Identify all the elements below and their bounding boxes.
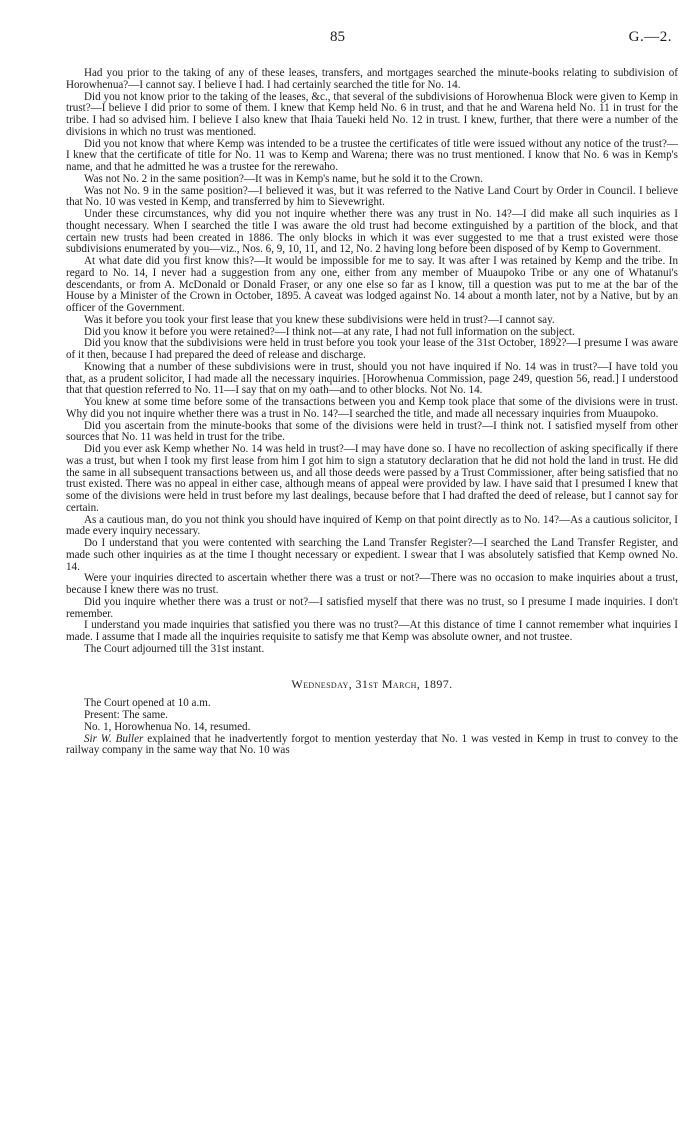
paragraph: At what date did you first know this?—It would be impossible for me to say. It was after I was retained by Kemp and the tribe. In regard to No. 14, I never had a suggestion from any one, either from any member of Muaupoko Tribe or any one of Whatanui's descendants, or from A. McDonald or Donald Fraser, or any one else so far as I know, till a question was put to me at the bar of the House by a Minister of the Crown in October, 1895. A caveat was lodged against No. 14 about a month later, not by a Native, but by an officer of the Government.: [66, 255, 678, 314]
paragraph: Knowing that a number of these subdivisions were in trust, should you not have inquired if No. 14 was in trust?—I have told you that, as a prudent solicitor, I had made all the necessary inquiries. [Horowhenua Commission, page 249, question 56, read.] I understood that that question referred to No. 11—I say that on my oath—and to other blocks. Not No. 14.: [66, 360, 678, 397]
page-body: [66, 68, 678, 757]
paragraph: Did you inquire whether there was a trust or not?—I satisfied myself that there was no trust, so I presume I made inquiries. I don't remember.: [66, 595, 678, 620]
page-number: 85: [330, 29, 345, 45]
paragraph: Had you prior to the taking of any of these leases, transfers, and mortgages searched the minute-books relating to subdivision of Horowhenua?—I cannot say. I believe I had. I had certainly searched the title for No. 14.: [66, 67, 678, 91]
session-line: Present: The same.: [84, 709, 168, 721]
page-reference: G.—2.: [628, 29, 672, 45]
paragraph: Did you know that the subdivisions were held in trust before you took your lease of the 31st October, 1892?—I presume I was aware of it then, because I had prepared the deed of release and discharge.: [66, 337, 678, 361]
paragraph: Was it before you took your first lease that you knew these subdivisions were held in trust?—I cannot say.: [84, 313, 555, 326]
paragraph: Did you ascertain from the minute-books that some of the divisions were held in trust?—I think not. I satisfied myself from other sources that No. 11 was held in trust for the tribe.: [66, 419, 678, 444]
statement-paragraph: [66, 734, 678, 758]
paragraph: The Court adjourned till the 31st instant.: [84, 642, 265, 655]
paragraph: Did you know it before you were retained?—I think not—at any rate, I had not full information on the subject.: [84, 325, 575, 338]
speaker-name: Sir W. Buller: [84, 732, 144, 745]
section-heading: Wednesday, 31st March, 1897.: [291, 676, 453, 691]
paragraph: Was not No. 2 in the same position?—It was in Kemp's name, but he sold it to the Crown.: [84, 172, 483, 185]
paragraph: Under these circumstances, why did you not inquire whether there was any trust in No. 14?—I did make all such inquiries as I thought necessary. When I searched the title I was aware the old trust had become extinguished by a partition of the block, and that certain new trusts had been created in 1886. The only blocks in which it was ever suggested to me that a trust existed were those subdivisions enumerated by you—viz., Nos. 6, 9, 10, 11, and 12, No. 2 having long before been disposed of by Kemp to Government.: [66, 208, 678, 256]
paragraph: I understand you made inquiries that satisfied you there was no trust?—At this distance of time I cannot remember what inquiries I made. I assume that I made all the inquiries requisite to satisfy me that Kemp was absolute owner, and not trustee.: [66, 619, 678, 643]
paragraph: As a cautious man, do you not think you should have inquired of Kemp on that point directly as to No. 14?—As a cautious solicitor, I made every inquiry necessary.: [66, 513, 678, 538]
paragraph: Was not No. 9 in the same position?—I believed it was, but it was referred to the Native Land Court by Order in Council. I believe that No. 10 was vested in Kemp, and transferred by him to Sievewright.: [66, 184, 678, 209]
paragraph: Do I understand that you were contented with searching the Land Transfer Register?—I searched the Land Transfer Register, and made such other inquiries as at the time I thought necessary or expedient. I swear that I was absolutely satisfied that Kemp owned No. 14.: [66, 537, 678, 573]
statement-text: explained that he inadvertently forgot to mention yesterday that No. 1 was vested in Kemp in trust to convey to the railway company in the same way that No. 10 was: [66, 732, 679, 757]
session-line: The Court opened at 10 a.m.: [84, 697, 211, 710]
paragraph: Were your inquiries directed to ascertain whether there was a trust or not?—There was no occasion to make inquiries about a trust, because I knew there was no trust.: [66, 572, 678, 596]
session-line: No. 1, Horowhenua No. 14, resumed.: [84, 720, 251, 733]
paragraph: Did you ever ask Kemp whether No. 14 was held in trust?—I may have done so. I have no recollection of asking specifically if there was a trust, but when I took my first lease from him I got him to sign a statutory declaration that he did not hold the land in trust. He did the same in all subsequent transactions between us, and all those deeds were passed by a Trust Commissioner, after being satisfied that no trust existed. There was no appeal in either case, although means of appeal were provided by law. I have said that I presumed I knew that some of the divisions were held in trust before my last dealings, because before that I had drafted the deed of release, but I cannot say for certain.: [66, 443, 678, 514]
paragraph: Did you not know prior to the taking of the leases, &c., that several of the subdivisions of Horowhenua Block were given to Kemp in trust?—I believe I did prior to some of them. I knew that Kemp held No. 6 in trust, and that he and Warena held No. 11 in trust for the tribe. I had so advised him. I believe I also knew that Ihaia Taueki held No. 12 in trust. I knew, further, that there were a number of the divisions in which no trust was mentioned.: [66, 90, 678, 138]
paragraph: Did you not know that where Kemp was intended to be a trustee the certificates of title were issued without any notice of the trust?—I knew that the certificate of title for No. 11 was to Kemp and Warena; there was no trust mentioned. I know that No. 6 was in Kemp's name, and that he admitted he was a trustee for the rerewaho.: [66, 137, 678, 173]
paragraph: You knew at some time before some of the transactions between you and Kemp took place that some of the divisions were in trust. Why did you not inquire whether there was a trust in No. 14?—I searched the title, and made all necessary inquiries from Muaupoko.: [66, 396, 678, 420]
